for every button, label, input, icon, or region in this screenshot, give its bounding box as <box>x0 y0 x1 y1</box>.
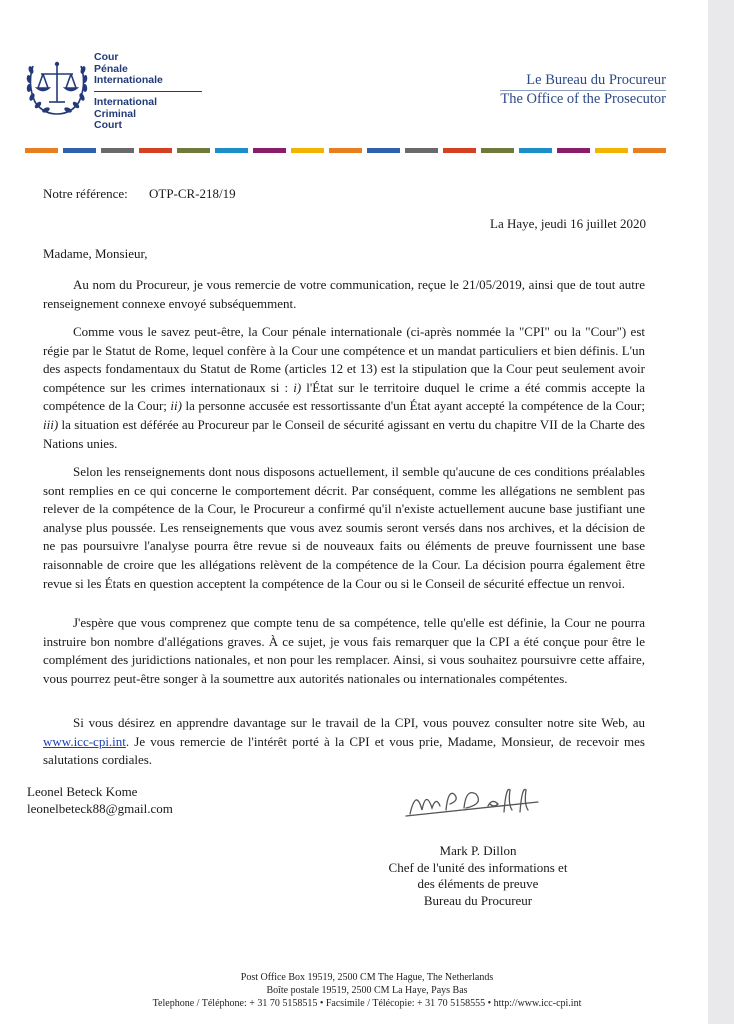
color-band-segment <box>557 148 590 153</box>
color-band-segment <box>63 148 96 153</box>
letter-date: La Haye, jeudi 16 juillet 2020 <box>490 216 646 231</box>
color-band-segment <box>443 148 476 153</box>
paragraph-3: Selon les renseignements dont nous disposons actuellement, il semble qu'aucune de ces conditions préalables sont remplies en ce qui concerne le comportement décrit. Par conséquent, comme les allégations ne semblent pas relever de la compétence de la Cour, le Procureur a confirmé qu'il n'existe actuellement aucune base justifiant une analyse plus poussée. Les renseignements que vous avez soumis seront versés dans nos archives, et la décision de ne pas poursuivre l'analyse pourra être revue si de nouveaux faits ou éléments de preuve fournissent une base raisonnable de croire que les allégations relèvent de la compétence de la Cour. La décision pourra également être revue si les États en question acceptent la compétence de la Cour ou si le Conseil de sécurité effectue un renvoi. <box>43 464 645 591</box>
paragraph-1: Au nom du Procureur, je vous remercie de votre communication, reçue le 21/05/2019, ainsi que de tout autre renseignement connexe envoyé subséquemment. <box>43 277 645 311</box>
signatory-title-1: Chef de l'unité des informations et <box>388 859 568 875</box>
footer-address-fr: Boîte postale 19519, 2500 CM La Haye, Pays Bas <box>266 985 468 996</box>
color-band-segment <box>481 148 514 153</box>
recipient-name: Leonel Beteck Kome <box>27 784 138 799</box>
paragraph-4: J'espère que vous comprenez que compte tenu de sa compétence, telle qu'elle est définie, la Cour ne pourra instruire bon nombre d'allégations graves. À ce sujet, je vous fais remarquer que la CPI a été conçue pour être le complément des juridictions nationales, et non pour les remplacer. Ainsi, si vous souhaitez poursuivre cette affaire, vous pourrez peut-être songer à la soumettre aux autorités nationales ou internationales compétentes. <box>43 615 645 686</box>
office-title-english: The Office of the Prosecutor <box>500 91 666 107</box>
color-band <box>25 148 670 153</box>
reference-number: OTP-CR-218/19 <box>149 186 236 201</box>
reference-label: Notre référence: <box>43 186 128 201</box>
paragraph-5: Si vous désirez en apprendre davantage sur le travail de la CPI, vous pouvez consulter notre site Web, au www.icc-cpi.int. Je vous remercie de l'intérêt porté à la CPI et vous prie, Madame, Monsieur, de recevoir mes salutations cordiales. <box>43 715 645 768</box>
signatory-title-2: des éléments de preuve <box>417 876 539 891</box>
salutation: Madame, Monsieur, <box>43 246 148 261</box>
color-band-segment <box>215 148 248 153</box>
paragraph-2: Comme vous le savez peut-être, la Cour pénale internationale (ci-après nommée la "CPI" ou la "Cour") est régie par le Statut de Rome, lequel confère à la Cour une compétence et un mandat particuliers et bien définis. L'un des aspects fondamentaux du Statut de Rome (articles 12 et 13) est la stipulation que la Cour peut seulement avoir compétence sur les crimes internationaux si : i) l'État sur le territoire duquel le crime a été commis accepte la compétence de la Cour; ii) la personne accusée est ressortissante d'un État ayant accepté la compétence de la Cour; iii) la situation est déférée au Procureur par le Conseil de sécurité agissant en vertu du chapitre VII de la Charte des Nations unies. <box>43 324 645 451</box>
signatory-block <box>360 843 596 909</box>
office-divider <box>500 90 666 91</box>
viewer-scroll-strip <box>708 0 734 1024</box>
court-name-english: International Criminal Court <box>94 96 158 131</box>
color-band-segment <box>291 148 324 153</box>
icc-emblem-icon <box>25 52 89 118</box>
recipient-email: leonelbeteck88@gmail.com <box>27 801 173 816</box>
footer-contact: Telephone / Téléphone: + 31 70 5158515 • Facsimile / Télécopie: + 31 70 5158555 • http://www.icc-cpi.int <box>152 998 582 1009</box>
reference-line <box>43 186 236 202</box>
color-band-segment <box>25 148 58 153</box>
color-band-segment <box>177 148 210 153</box>
color-band-segment <box>329 148 362 153</box>
footer-address-en: Post Office Box 19519, 2500 CM The Hague, The Netherlands <box>240 972 494 983</box>
recipient-block <box>27 783 173 817</box>
color-band-segment <box>633 148 666 153</box>
signature-image <box>402 780 544 820</box>
logo-divider <box>94 91 202 92</box>
color-band-segment <box>405 148 438 153</box>
court-name-french: Cour Pénale Internationale <box>94 51 163 86</box>
color-band-segment <box>101 148 134 153</box>
color-band-segment <box>253 148 286 153</box>
signatory-title-3: Bureau du Procureur <box>423 892 533 908</box>
website-link[interactable]: www.icc-cpi.int <box>43 733 126 749</box>
color-band-segment <box>139 148 172 153</box>
color-band-segment <box>519 148 552 153</box>
office-title-french: Le Bureau du Procureur <box>526 72 666 88</box>
signatory-name: Mark P. Dillon <box>439 843 517 858</box>
color-band-segment <box>367 148 400 153</box>
color-band-segment <box>595 148 628 153</box>
